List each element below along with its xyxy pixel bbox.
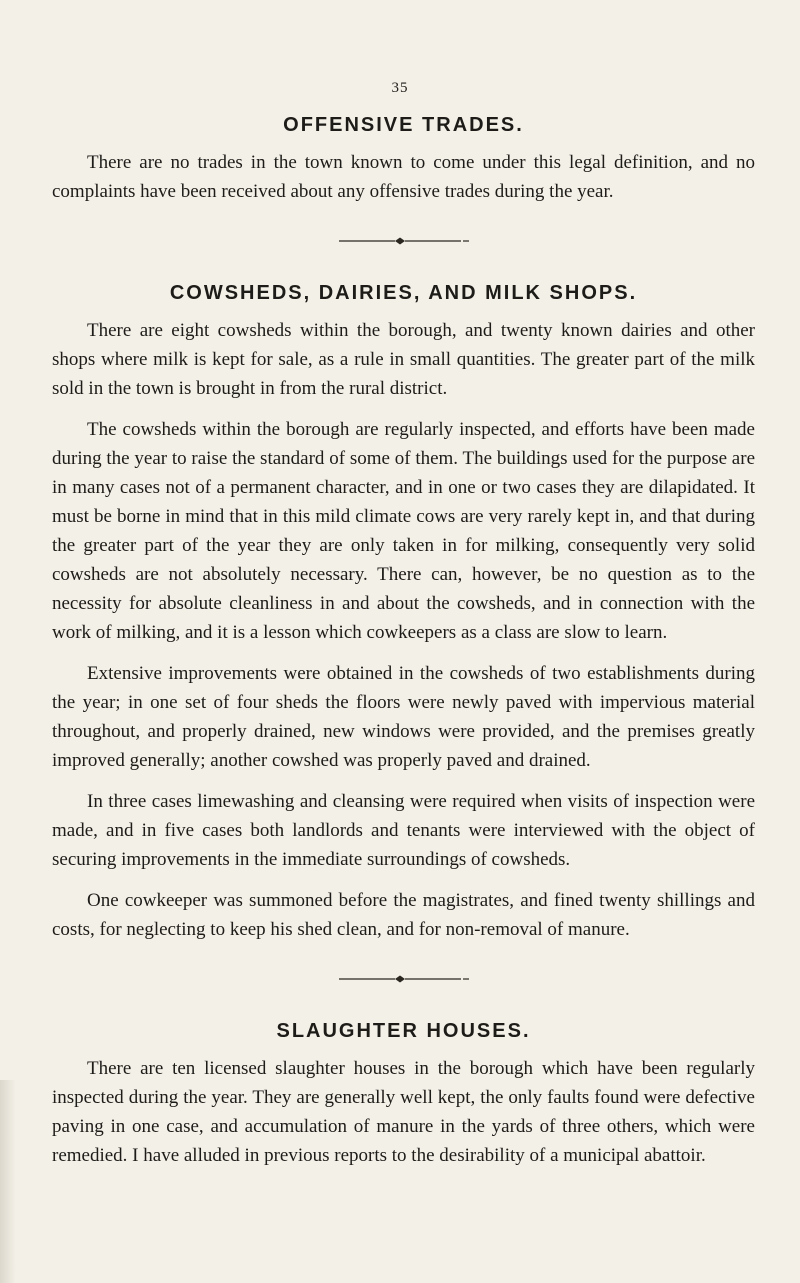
paragraph: The cowsheds within the borough are regularly inspected, and efforts have been made during the year to raise the standard of some of them. The buildings used for the purpose are in many cases not of a permanent character, and in one or two cases they are dilapidated. It must be borne in mind that in this mild climate cows are very rarely kept in, and that during the greater part of the year they are only taken in for milking, consequently very solid cowsheds are not absolutely necessary. There can, however, be no question as to the necessity for absolute cleanliness in and about the cowsheds, and in connection with the work of milking, and it is a lesson which cowkeepers as a class are slow to learn. — [52, 419, 755, 643]
paragraph: There are ten licensed slaughter houses in the borough which have been regularly inspected during the year. They are generally well kept, the only faults found were defective paving in one case, and accumulation of manure in the yards of three others, which were remedied. I have alluded in previous reports to the desirability of a municipal abattoir. — [52, 1058, 755, 1166]
paragraph: There are eight cowsheds within the borough, and twenty known dairies and other shops where milk is kept for sale, as a rule in small quantities. The greater part of the milk sold in the town is brought in from the rural district. — [52, 320, 755, 399]
paragraph: There are no trades in the town known to come under this legal definition, and no complaints have been received about any offensive trades during the year. — [52, 152, 755, 202]
section-heading: SLAUGHTER HOUSES. — [276, 1020, 531, 1042]
divider-ornament-icon — [339, 973, 469, 985]
section-heading: COWSHEDS, DAIRIES, AND MILK SHOPS. — [169, 282, 638, 304]
paragraph: In three cases limewashing and cleansing were required when visits of inspection were made, and in five cases both landlords and tenants were interviewed with the object of securing improvements in the immediate surroundings of cowsheds. — [52, 791, 755, 870]
section-cowsheds — [52, 280, 755, 944]
scan-edge-shadow — [0, 1080, 16, 1283]
section-divider — [52, 964, 755, 994]
paragraph: One cowkeeper was summoned before the magistrates, and fined twenty shillings and costs, for neglecting to keep his shed clean, and for non-removal of manure. — [52, 890, 755, 940]
section-slaughter-houses — [52, 1018, 755, 1170]
page-content — [52, 112, 755, 1182]
section-divider — [52, 226, 755, 256]
section-heading: OFFENSIVE TRADES. — [283, 114, 524, 136]
paragraph: Extensive improvements were obtained in the cowsheds of two establishments during the year; in one set of four sheds the floors were newly paved with impervious material throughout, and properly drained, new windows were provided, and the premises greatly improved generally; another cowshed was properly paved and drained. — [52, 663, 755, 771]
section-offensive-trades — [52, 112, 755, 206]
page-number: 35 — [391, 80, 409, 96]
divider-ornament-icon — [339, 235, 469, 247]
